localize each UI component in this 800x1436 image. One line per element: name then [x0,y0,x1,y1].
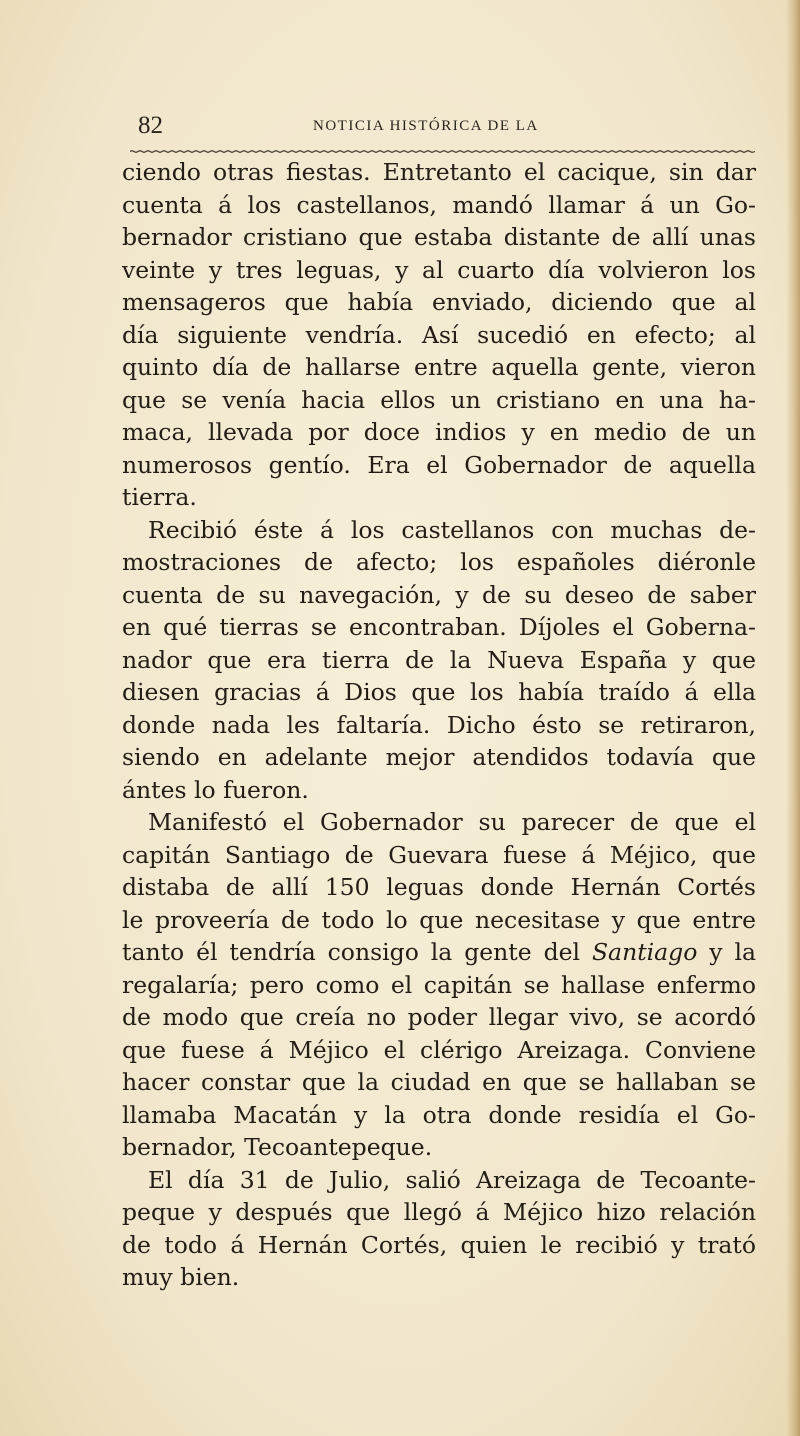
paragraph-3 [122,806,756,1164]
text-line: distaba de allí 150 leguas donde Hernán Cortés [122,873,756,901]
text-line: veinte y tres leguas, y al cuarto día volvieron los [122,255,756,284]
text-line: El día 31 de Julio, salió Areizaga de Tecoante- [148,1165,756,1194]
text-segment: tanto él tendría consigo la gente del [122,938,592,966]
text-line-with-italic [122,936,756,969]
text-line: mostraciones de afecto; los españoles diéronle [122,548,756,576]
text-line: Manifestó el Gobernador su parecer de que el [148,808,756,836]
paragraph-2 [122,514,756,807]
text-line: siendo en adelante mejor atendidos todavía que [122,743,756,771]
italic-word: Santiago [591,938,698,966]
text-line: ciendo otras fiestas. Entretanto el cacique, sin dar [122,158,756,186]
running-head [138,112,638,142]
text-line: quinto día de hallarse entre aquella gente, vieron [122,353,756,381]
text-line: que fuese á Méjico el clérigo Areizaga. Conviene [122,1035,756,1064]
text-segment: y la [697,938,756,966]
text-line: día siguiente vendría. Así sucedió en efecto; al [122,320,756,349]
text-line: cuenta de su navegación, y de su deseo de saber [122,580,756,609]
page-edge-stain [786,0,800,1436]
text-line: diesen gracias á Dios que los había traído á ella [122,678,756,706]
page-number: 82 [138,112,163,139]
text-line: cuenta á los castellanos, mandó llamar á un Go- [122,190,756,219]
text-line: muy bien. [122,1263,240,1291]
paragraph-1 [122,156,756,514]
text-line: numerosos gentío. Era el Gobernador de aquella [122,450,756,479]
text-line: ántes lo fueron. [122,775,309,804]
text-line: le proveería de todo lo que necesitase y que entre [122,905,756,934]
running-title: NOTICIA HISTÓRICA DE LA [313,118,539,134]
text-line: tierra. [122,483,197,511]
text-line: capitán Santiago de Guevara fuese á Méjico, que [122,840,756,869]
text-line: donde nada les faltaría. Dicho ésto se retiraron, [122,710,756,739]
header-wavy-rule [130,150,755,153]
text-line: de todo á Hernán Cortés, quien le recibió y trató [122,1230,756,1259]
text-line: que se venía hacia ellos un cristiano en una ha- [122,385,756,414]
text-line: maca, llevada por doce indios y en medio de un [122,418,756,446]
text-line: en qué tierras se encontraban. Díjoles el Goberna- [122,613,756,641]
paragraph-4 [122,1164,756,1294]
text-line: peque y después que llegó á Méjico hizo relación [122,1198,756,1226]
text-line: llamaba Macatán y la otra donde residía el Go- [122,1100,756,1129]
text-line: nador que era tierra de la Nueva España y que [122,645,756,674]
text-line: regalaría; pero como el capitán se hallase enfermo [122,970,756,999]
text-line: hacer constar que la ciudad en que se hallaban se [122,1068,756,1096]
body-text [122,156,756,1294]
text-line: bernador cristiano que estaba distante de allí unas [122,223,756,251]
text-line: mensageros que había enviado, diciendo que al [122,288,756,316]
text-line: bernador, Tecoantepeque. [122,1133,433,1161]
text-line: Recibió éste á los castellanos con muchas de- [148,515,756,544]
text-line: de modo que creía no poder llegar vivo, se acordó [122,1003,756,1031]
